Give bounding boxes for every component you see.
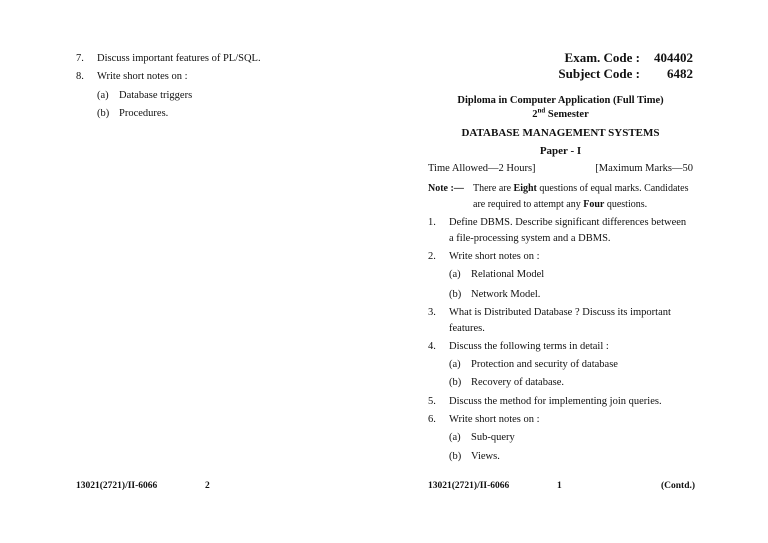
note-text: There are: [473, 183, 514, 194]
question-number: 5.: [428, 396, 436, 407]
question-number: 3.: [428, 307, 436, 318]
sub-question-label: (b): [449, 451, 462, 462]
semester-number: 2: [532, 109, 538, 120]
question-text: Discuss the method for implementing join queries.: [449, 396, 662, 407]
sub-question-text: Network Model.: [471, 289, 541, 300]
question-text: Write short notes on :: [449, 251, 540, 262]
sub-question-text: Procedures.: [119, 108, 169, 119]
sub-question-label: (a): [449, 432, 461, 443]
question-number: 6.: [428, 414, 436, 425]
question-number: 2.: [428, 251, 436, 262]
question-number: 1.: [428, 217, 436, 228]
semester-word: Semester: [547, 109, 589, 120]
sub-question-label: (b): [97, 108, 110, 119]
question-text: Discuss the following terms in detail :: [449, 341, 609, 352]
sub-question-text: Recovery of database.: [471, 377, 564, 388]
question-number: 7.: [76, 53, 84, 64]
note-emphasis: Four: [583, 199, 605, 210]
question-text: Write short notes on :: [97, 71, 188, 82]
sub-question-text: Relational Model: [471, 269, 545, 280]
subject-title: DATABASE MANAGEMENT SYSTEMS: [461, 127, 660, 139]
semester-line: [428, 106, 693, 120]
question-text: Define DBMS. Describe significant differences between: [449, 217, 687, 228]
sub-question-text: Views.: [471, 451, 500, 462]
sub-question-text: Protection and security of database: [471, 359, 618, 370]
program-title: Diploma in Computer Application (Full Time): [457, 95, 664, 106]
semester-suffix: nd: [537, 106, 546, 115]
note-text: questions of equal marks. Candidates: [536, 183, 689, 194]
sub-question-label: (b): [449, 377, 462, 388]
note-label: Note :—: [428, 183, 464, 194]
subject-code-label: Subject Code :: [558, 66, 640, 81]
footer-code: 13021(2721)/II-6066: [428, 481, 510, 491]
note-line-2: [473, 199, 647, 210]
footer-contd: (Contd.): [661, 481, 696, 491]
question-number: 4.: [428, 341, 436, 352]
sub-question-label: (a): [449, 359, 461, 370]
sub-question-label: (b): [449, 289, 462, 300]
subject-code: 6482: [667, 66, 693, 81]
question-text: Discuss important features of PL/SQL.: [97, 53, 261, 64]
note-line-1: [473, 183, 689, 194]
question-text: features.: [449, 323, 485, 334]
time-allowed: Time Allowed—2 Hours]: [428, 163, 536, 174]
max-marks: [Maximum Marks—50: [595, 163, 693, 174]
question-text: a file-processing system and a DBMS.: [449, 233, 611, 244]
question-text: Write short notes on :: [449, 414, 540, 425]
footer-page-number: 2: [205, 481, 210, 491]
sub-question-text: Database triggers: [119, 90, 193, 101]
question-number: 8.: [76, 71, 84, 82]
paper-title: Paper - I: [539, 145, 582, 157]
sub-question-text: Sub-query: [471, 432, 515, 443]
note-text: are required to attempt any: [473, 199, 584, 210]
footer-code: 13021(2721)/II-6066: [76, 481, 158, 491]
sub-question-label: (a): [449, 269, 461, 280]
footer-page-number: 1: [557, 481, 562, 491]
exam-code: 404402: [654, 50, 693, 65]
exam-code-label: Exam. Code :: [564, 50, 640, 65]
question-text: What is Distributed Database ? Discuss its important: [449, 307, 671, 318]
note-text: questions.: [604, 199, 648, 210]
note-emphasis: Eight: [513, 183, 537, 194]
sub-question-label: (a): [97, 90, 109, 101]
